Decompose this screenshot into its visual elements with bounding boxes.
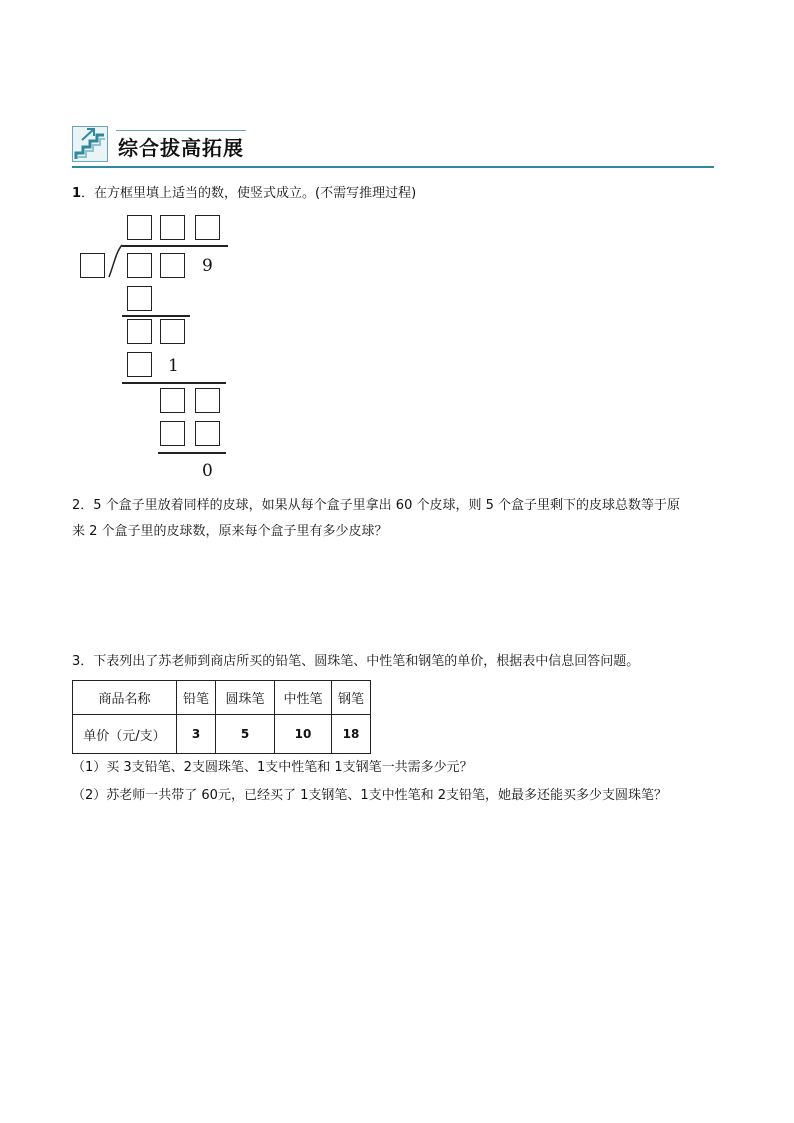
question-3-part-1: （1）买 3支铅笔、2支圆珠笔、1支中性笔和 1支钢笔一共需多少元？ <box>72 760 473 775</box>
question-3: 3．下表列出了苏老师到商店所买的铅笔、圆珠笔、中性笔和钢笔的单价，根据表中信息回答问题。 <box>72 654 640 669</box>
product-box[interactable] <box>195 421 220 446</box>
table-cell: 5 <box>216 715 275 754</box>
remainder-box[interactable] <box>160 319 185 344</box>
remainder-box[interactable] <box>160 388 185 413</box>
remainder-digit: 0 <box>202 461 213 481</box>
table-cell: 18 <box>332 715 371 754</box>
question-2-line-2: 来 2 个盒子里的皮球数，原来每个盒子里有多少皮球？ <box>72 524 388 539</box>
table-header-cell: 钢笔 <box>332 681 371 715</box>
division-bracket <box>108 244 124 278</box>
table-header-cell: 圆珠笔 <box>216 681 275 715</box>
remainder-box[interactable] <box>195 388 220 413</box>
question-2 <box>72 496 722 542</box>
table-header-cell: 铅笔 <box>177 681 216 715</box>
table-row <box>73 715 371 754</box>
dividend-box[interactable] <box>160 253 185 278</box>
table-header-row <box>73 681 371 715</box>
subtraction-line <box>122 315 190 317</box>
question-3-part-2: （2）苏老师一共带了 60元，已经买了 1支钢笔、1支中性笔和 2支铅笔，她最多还能买多少支圆珠笔？ <box>72 788 668 803</box>
product-box[interactable] <box>160 421 185 446</box>
quotient-box[interactable] <box>127 215 152 240</box>
question-1-text: ．在方框里填上适当的数，使竖式成立。(不需写推理过程) <box>81 186 417 201</box>
divisor-box[interactable] <box>80 253 105 278</box>
question-1-number: 1 <box>72 186 82 201</box>
dividend-box[interactable] <box>127 253 152 278</box>
remainder-box[interactable] <box>127 319 152 344</box>
table-cell: 单价（元/支） <box>73 715 177 754</box>
section-title: 综合拔高拓展 <box>118 136 244 160</box>
product-box[interactable] <box>127 352 152 377</box>
table-cell: 3 <box>177 715 216 754</box>
quotient-box[interactable] <box>195 215 220 240</box>
table-cell: 10 <box>275 715 332 754</box>
table-header-cell: 中性笔 <box>275 681 332 715</box>
subtraction-line <box>122 382 226 384</box>
division-bar <box>122 245 228 247</box>
dividend-digit: 9 <box>202 256 213 276</box>
subtraction-line <box>158 452 226 454</box>
price-table <box>72 680 371 754</box>
table-header-cell: 商品名称 <box>73 681 177 715</box>
subtraction-digit: 1 <box>168 356 179 376</box>
product-box[interactable] <box>127 286 152 311</box>
quotient-box[interactable] <box>160 215 185 240</box>
question-2-line-1: 2．5 个盒子里放着同样的皮球，如果从每个盒子里拿出 60 个皮球，则 5 个盒子里剩下的皮球总数等于原 <box>72 498 681 513</box>
